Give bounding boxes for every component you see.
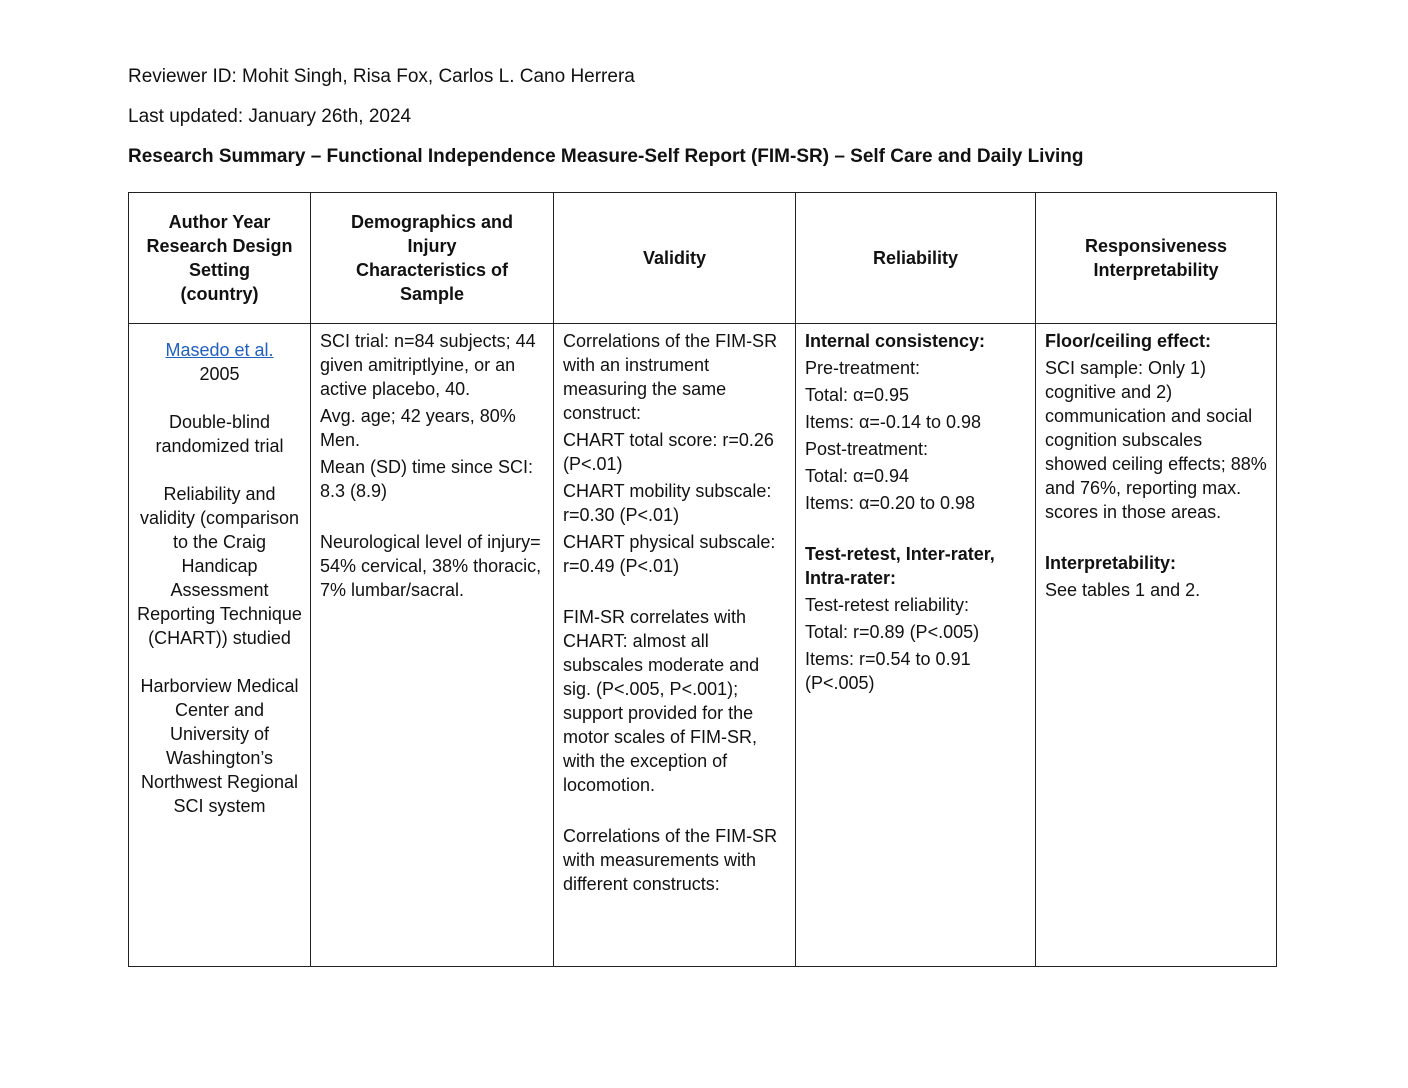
cell-validity [554, 324, 796, 967]
summary-table [128, 192, 1277, 967]
demographics-text: Neurological level of injury= 54% cervical, 38% thoracic, 7% lumbar/sacral. [320, 532, 542, 600]
header-line: Setting [189, 260, 250, 280]
reliability-text: Pre-treatment: [805, 358, 921, 378]
cell-author-design-setting [129, 324, 311, 967]
responsiveness-text: SCI sample: Only 1) cognitive and 2) communication and social cognition subscales showed ceiling effects; 88% and 76%, reporting max. scores in those areas. [1045, 358, 1267, 522]
responsiveness-heading: Floor/ceiling effect: [1045, 331, 1212, 351]
reliability-heading: Test-retest, Inter-rater, Intra-rater: [805, 544, 995, 588]
header-line: Author Year [168, 212, 271, 232]
header-reliability: Reliability [796, 193, 1036, 324]
reliability-text: Total: α=0.94 [805, 466, 909, 486]
reliability-text: Items: α=0.20 to 0.98 [805, 493, 976, 513]
header-row [129, 193, 1277, 324]
validity-text: FIM-SR correlates with CHART: almost all subscales moderate and sig. (P<.005, P<.001); support provided for the motor scales of FIM-SR, with the exception of locomotion. [563, 607, 760, 795]
validity-text: CHART total score: r=0.26 (P<.01) [563, 430, 774, 474]
design-note: Reliability and validity (comparison to the Craig Handicap Assessment Reporting Technique (CHART)) studied [137, 484, 302, 648]
validity-text: Correlations of the FIM-SR with an instrument measuring the same construct: [563, 331, 778, 423]
cell-reliability [796, 324, 1036, 967]
header-line: Interpretability [1093, 260, 1219, 280]
author-link[interactable]: Masedo et al. [165, 340, 274, 360]
reliability-text: Items: α=-0.14 to 0.98 [805, 412, 982, 432]
validity-text: Correlations of the FIM-SR with measurements with different constructs: [563, 826, 778, 894]
validity-text: CHART mobility subscale: r=0.30 (P<.01) [563, 481, 772, 525]
demographics-text: Avg. age; 42 years, 80% Men. [320, 406, 516, 450]
interpretability-text: See tables 1 and 2. [1045, 580, 1201, 600]
last-updated-line: Last updated: January 26th, 2024 [128, 106, 412, 127]
demographics-text: Mean (SD) time since SCI: 8.3 (8.9) [320, 457, 534, 501]
reliability-text: Test-retest reliability: [805, 595, 970, 615]
cell-demographics [311, 324, 554, 967]
reliability-text: Post-treatment: [805, 439, 929, 459]
header-line: Characteristics of [355, 260, 509, 280]
header-line: Research Design [146, 236, 293, 256]
reliability-text: Items: r=0.54 to 0.91 (P<.005) [805, 649, 971, 693]
study-year: 2005 [199, 364, 240, 384]
interpretability-heading: Interpretability: [1045, 553, 1177, 573]
header-line: (country) [180, 284, 259, 304]
reviewer-line: Reviewer ID: Mohit Singh, Risa Fox, Carlos L. Cano Herrera [128, 66, 635, 87]
study-setting: Harborview Medical Center and University of Washington’s Northwest Regional SCI system [140, 676, 299, 816]
cell-responsiveness [1036, 324, 1277, 967]
header-author-year-design-setting [129, 193, 311, 324]
header-validity: Validity [554, 193, 796, 324]
header-demographics [311, 193, 554, 324]
research-design: Double-blind randomized trial [155, 412, 284, 456]
header-line: Injury [407, 236, 457, 256]
table-row [129, 324, 1277, 967]
reliability-heading: Internal consistency: [805, 331, 986, 351]
validity-text: CHART physical subscale: r=0.49 (P<.01) [563, 532, 776, 576]
header-responsiveness [1036, 193, 1277, 324]
header-line: Sample [399, 284, 465, 304]
header-line: Demographics and [350, 212, 514, 232]
reliability-text: Total: α=0.95 [805, 385, 909, 405]
demographics-text: SCI trial: n=84 subjects; 44 given amitriptlyine, or an active placebo, 40. [320, 331, 536, 399]
header-line: Responsiveness [1084, 236, 1228, 256]
reliability-text: Total: r=0.89 (P<.005) [805, 622, 980, 642]
document-title: Research Summary – Functional Independence Measure-Self Report (FIM-SR) – Self Care and Daily Living [128, 146, 1084, 167]
